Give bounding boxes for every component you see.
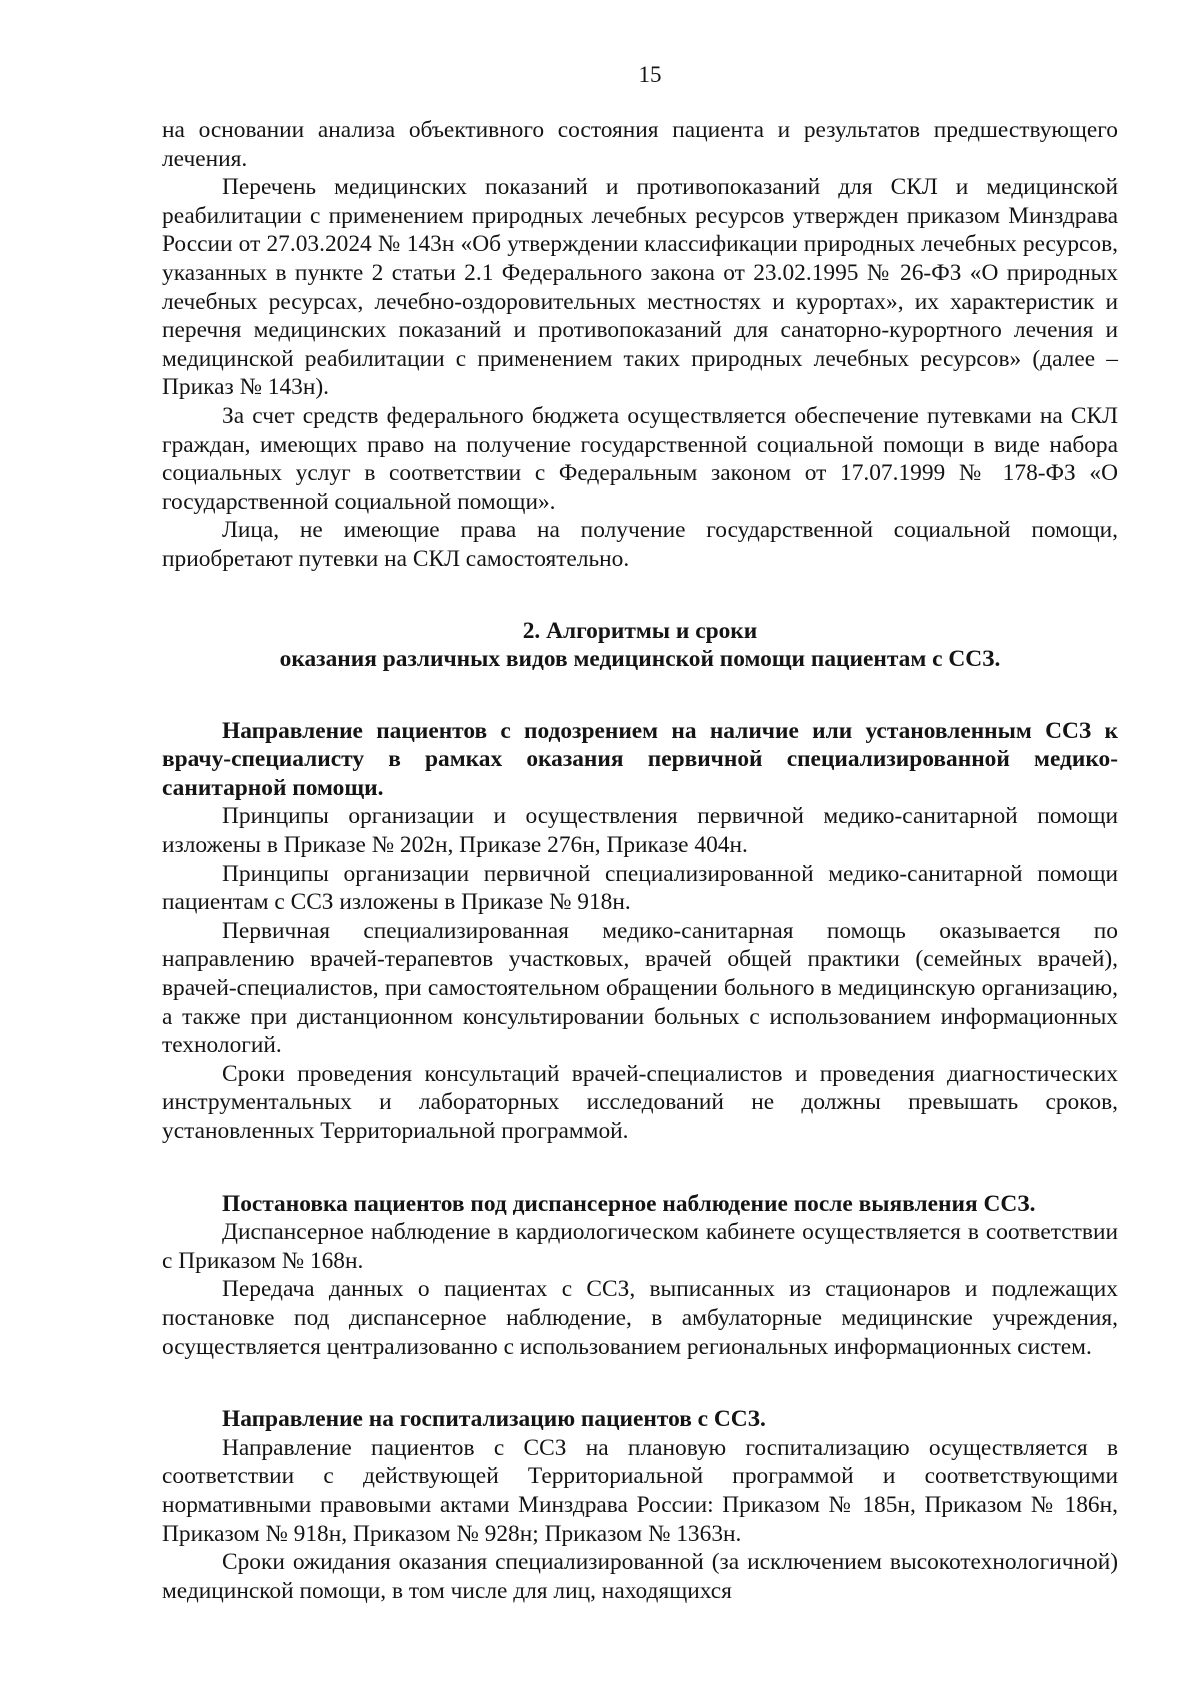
- section-heading: [162, 617, 1118, 674]
- paragraph-self-purchase: Лица, не имеющие права на получение государственной социальной помощи, приобретают путевки на СКЛ самостоятельно.: [162, 517, 1118, 572]
- section-title-line-1: 2. Алгоритмы и сроки: [522, 617, 758, 644]
- paragraph-consultation-terms: Сроки проведения консультаций врачей-специалистов и проведения диагностических инструментальных и лабораторных исследований не должны превышать сроков, установленных Территориальной программой.: [162, 1060, 1118, 1144]
- paragraph-federal-budget: За счет средств федерального бюджета осуществляется обеспечение путевками на СКЛ граждан, имеющих право на получение государственной социальной помощи в виде набора социальных услуг в соответствии с Федеральным законом от 17.07.1999 № 178-ФЗ «О государственной социальной помощи».: [162, 402, 1118, 515]
- page-number: 15: [638, 62, 662, 87]
- subheading-referral-specialist: Направление пациентов с подозрением на наличие или установленным ССЗ к врачу-специалисту в рамках оказания первичной специализированной медико-санитарной помощи.: [162, 717, 1118, 801]
- subheading-dispensary-observation: Постановка пациентов под диспансерное наблюдение после выявления ССЗ.: [222, 1190, 1036, 1217]
- subheading-hospitalization-referral: Направление на госпитализацию пациентов с ССЗ.: [222, 1406, 766, 1433]
- paragraph-waiting-terms: Сроки ожидания оказания специализированной (за исключением высокотехнологичной) медицинской помощи, в том числе для лиц, находящихся: [162, 1549, 1118, 1604]
- paragraph-specialized-care-referral: Первичная специализированная медико-санитарная помощь оказывается по направлению врачей-терапевтов участковых, врачей общей практики (семейных врачей), врачей-специалистов, при самостоятельном обращении больного в медицинскую организацию, а также при дистанционном консультировании больных с использованием информационных технологий.: [162, 917, 1118, 1059]
- paragraph-planned-hospitalization: Направление пациентов с ССЗ на плановую госпитализацию осуществляется в соответствии с действующей Территориальной программой и соответствующими нормативными правовыми актами Минздрава России: Приказом № 185н, Приказом № 186н, Приказом № 918н, Приказом № 928н; Приказом № 1363н.: [162, 1434, 1118, 1547]
- section-title-line-2: оказания различных видов медицинской помощи пациентам с ССЗ.: [279, 646, 1001, 673]
- paragraph-specialized-care-principles: Принципы организации первичной специализированной медико-санитарной помощи пациентам с ССЗ изложены в Приказе № 918н.: [162, 860, 1118, 916]
- paragraph-indications-list: Перечень медицинских показаний и противопоказаний для СКЛ и медицинской реабилитации с применением природных лечебных ресурсов утвержден приказом Минздрава России от 27.03.2024 № 143н «Об утверждении классификации природных лечебных ресурсов, указанных в пункте 2 статьи 2.1 Федерального закона от 23.02.1995 № 26-ФЗ «О природных лечебных ресурсах, лечебно-оздоровительных местностях и курортах», их характеристик и перечня медицинских показаний и противопоказаний для санаторно-курортного лечения и медицинской реабилитации с применением таких природных лечебных ресурсов» (далее – Приказ № 143н).: [162, 174, 1118, 401]
- paragraph-data-transfer: Передача данных о пациентах с ССЗ, выписанных из стационаров и подлежащих постановке под диспансерное наблюдение, в амбулаторные медицинские учреждения, осуществляется централизованно с использованием региональных информационных систем.: [162, 1276, 1118, 1360]
- paragraph-continuation: на основании анализа объективного состояния пациента и результатов предшествующего лечения.: [162, 117, 1118, 172]
- document-page: [162, 62, 1118, 1605]
- paragraph-cardiology-office: Диспансерное наблюдение в кардиологическом кабинете осуществляется в соответствии с Приказом № 168н.: [162, 1219, 1118, 1274]
- paragraph-primary-care-principles: Принципы организации и осуществления первичной медико-санитарной помощи изложены в Приказе № 202н, Приказе 276н, Приказе 404н.: [162, 803, 1118, 859]
